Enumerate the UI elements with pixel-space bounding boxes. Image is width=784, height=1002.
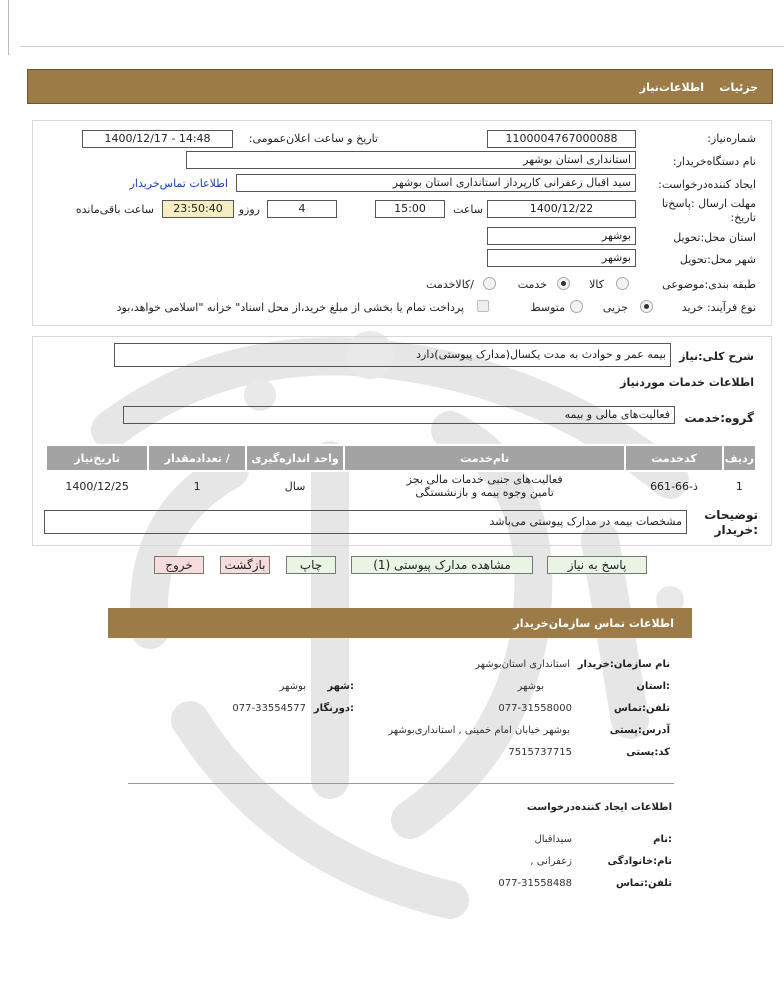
- process-radio-medium[interactable]: [570, 300, 583, 313]
- contact-postal-value: 7515737715: [508, 747, 572, 758]
- days-label: روزو: [238, 203, 260, 216]
- reply-button[interactable]: پاسخ به نیاز: [547, 556, 647, 574]
- col-code: کدخدمت: [625, 445, 723, 471]
- process-option-minor: جزیی: [602, 301, 628, 314]
- back-button[interactable]: بازگشت: [220, 556, 270, 574]
- category-radio-service[interactable]: [557, 277, 570, 290]
- contact-org-value: استانداری استان‌بوشهر: [475, 659, 570, 670]
- print-button[interactable]: چاپ: [286, 556, 336, 574]
- creator-family-label: نام:خانوادگی: [607, 856, 672, 867]
- remaining-time-field: 23:50:40: [162, 200, 234, 218]
- deadline-hour-label: ساعت: [453, 203, 483, 216]
- category-radio-goods[interactable]: [616, 277, 629, 290]
- description-label: شرح کلی:نیاز: [679, 350, 754, 363]
- payment-checkbox[interactable]: [477, 300, 489, 312]
- cell-unit: سال: [284, 479, 306, 493]
- tab-need-info[interactable]: اطلاعات‌نیاز: [639, 81, 704, 94]
- col-unit: واحد اندازه‌گیری: [246, 445, 344, 471]
- contact-phone-value: 077-31558000: [498, 703, 572, 714]
- tab-header-bar: [27, 69, 773, 104]
- remaining-label: ساعت باقی‌مانده: [75, 203, 154, 216]
- category-radio-goods-service[interactable]: [483, 277, 496, 290]
- creator-field: سید اقبال زعفرانی کارپرداز استانداری استان بوشهر: [236, 174, 636, 192]
- cell-name-line1: فعالیت‌های جنبی خدمات مالی بجز: [406, 473, 563, 486]
- category-option-goods: کالا: [589, 278, 604, 291]
- cell-qty: 1: [193, 479, 201, 493]
- contact-province-value: بوشهر: [517, 681, 544, 692]
- left-border-line: [8, 0, 9, 55]
- province-label: استان محل:تحویل: [673, 231, 756, 244]
- service-group-label: گروه:خدمت: [684, 411, 754, 425]
- contact-city-value: بوشهر: [279, 681, 306, 692]
- tab-details[interactable]: جزئیات: [719, 81, 758, 94]
- contact-header-bar: [108, 608, 692, 638]
- top-divider: [20, 46, 784, 47]
- col-row: ردیف: [723, 445, 756, 471]
- province-field: بوشهر: [487, 227, 636, 245]
- cell-date: 1400/12/25: [65, 479, 129, 493]
- creator-name-label: :نام: [653, 834, 672, 845]
- need-number-field: 1100004767000088: [487, 130, 636, 148]
- announce-datetime-field: 1400/12/17 - 14:48: [82, 130, 233, 148]
- payment-note: پرداخت تمام یا بخشی از مبلغ خرید،از محل اسناد" خزانه "اسلامی خواهد،بود: [116, 301, 464, 314]
- deadline-date-field: 1400/12/22: [487, 200, 636, 218]
- contact-org-label: نام سازمان:خریدار: [577, 659, 670, 670]
- table-row: [46, 471, 756, 500]
- creator-phone-value: 077-31558488: [498, 878, 572, 889]
- deadline-label: مهلت ارسال :پاسخ‌تا تاریخ:: [661, 197, 756, 224]
- col-qty: / تعدادمقدار: [148, 445, 246, 471]
- buyer-notes-label: توضیحات :خریدار: [704, 508, 758, 537]
- cell-name: [344, 471, 625, 500]
- creator-phone-label: تلفن:تماس: [615, 878, 672, 889]
- contact-title: اطلاعات تماس سازمان‌خریدار: [513, 617, 674, 630]
- description-field: بیمه عمر و حوادث به مدت یکسال(مدارک پیوستی)دارد: [114, 343, 671, 367]
- contact-fax-label: :دورنگار: [313, 703, 354, 714]
- announce-label: تاریخ و ساعت اعلان‌عمومی:: [248, 132, 378, 145]
- process-radio-minor[interactable]: [640, 300, 653, 313]
- buyer-org-label: نام دستگاه‌خریدار:: [672, 155, 756, 168]
- view-attachments-button[interactable]: مشاهده مدارک پیوستی (1): [351, 556, 533, 574]
- city-label: شهر محل:تحویل: [679, 253, 756, 266]
- creator-name-value: سیداقبال: [534, 834, 572, 845]
- col-date: تاریخ‌نیاز: [46, 445, 148, 471]
- contact-address-value: بوشهر خیابان امام خمینی , استانداری‌بوشهر: [388, 725, 570, 736]
- category-option-service: خدمت: [517, 278, 547, 291]
- cell-code: ذ-66-661: [650, 479, 698, 493]
- contact-city-label: :شهر: [327, 681, 354, 692]
- process-label: نوع فرآیند: خرید: [681, 301, 756, 314]
- contact-address-label: آدرس:پستی: [609, 725, 670, 736]
- service-group-field: فعالیت‌های مالی و بیمه: [123, 406, 675, 424]
- contact-divider: [128, 783, 674, 784]
- services-title: اطلاعات خدمات موردنیاز: [620, 376, 754, 389]
- cell-name-line2: تامین وجوه بیمه و بازنشستگی: [415, 486, 554, 499]
- creator-label: ایجاد کننده‌درخواست:: [658, 178, 756, 191]
- col-name: نام‌خدمت: [344, 445, 625, 471]
- process-option-medium: متوسط: [530, 301, 565, 314]
- cell-row: 1: [735, 479, 743, 493]
- contact-fax-value: 077-33554577: [232, 703, 306, 714]
- days-field: 4: [267, 200, 337, 218]
- contact-postal-label: کد:پستی: [626, 747, 670, 758]
- exit-button[interactable]: خروج: [154, 556, 204, 574]
- buyer-notes-field: مشخصات بیمه در مدارک پیوستی می‌باشد: [44, 510, 687, 534]
- category-option-goods-service: /کالاخدمت: [426, 278, 474, 291]
- services-table: [45, 444, 757, 500]
- creator-family-value: زعفرانی ,: [530, 856, 572, 867]
- buyer-contact-link[interactable]: اطلاعات تماس‌خریدار: [129, 177, 228, 190]
- category-label: طبقه بندی:موضوعی: [662, 278, 756, 291]
- need-number-label: شماره‌نیاز:: [707, 132, 756, 145]
- buyer-org-field: استانداری استان بوشهر: [186, 151, 636, 169]
- deadline-time-field: 15:00: [375, 200, 445, 218]
- city-field: بوشهر: [487, 249, 636, 267]
- creator-info-title: اطلاعات ایجاد کننده‌درخواست: [526, 802, 672, 813]
- contact-province-label: :استان: [636, 681, 670, 692]
- contact-phone-label: تلفن:تماس: [613, 703, 670, 714]
